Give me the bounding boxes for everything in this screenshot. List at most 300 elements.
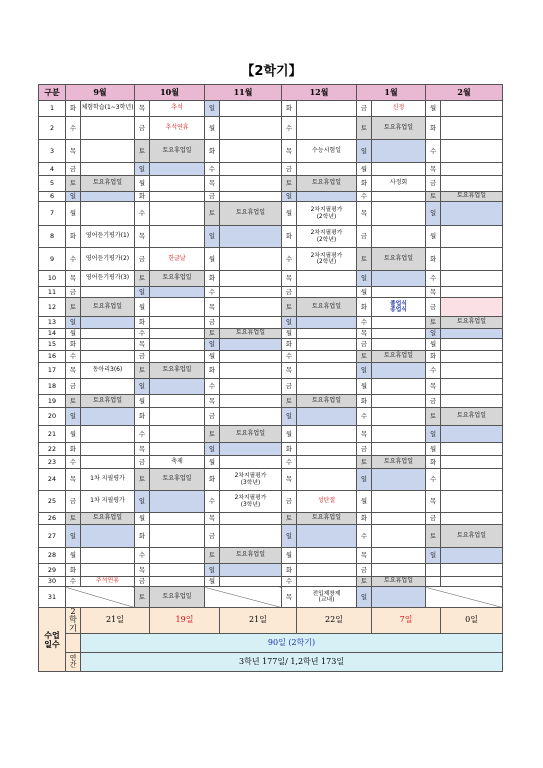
year-total-row [39,653,503,672]
day-row [39,140,503,163]
event-cell [150,317,205,329]
weekday-cell: 월 [205,577,220,587]
event-cell [372,329,426,339]
event-cell [150,226,205,248]
weekday-cell: 화 [426,456,441,469]
event-cell [372,469,426,491]
weekday-cell: 금 [282,287,297,298]
weekday-cell: 목 [205,176,220,192]
weekday-cell: 수 [282,117,297,140]
weekday-cell: 월 [66,202,81,226]
weekday-cell: 수 [135,329,150,339]
weekday-cell: 금 [135,351,150,363]
weekday-cell: 월 [426,443,441,456]
event-cell: 토요휴업일 [372,351,426,363]
day-number: 2 [39,117,66,140]
day-row [39,564,503,577]
weekday-cell: 금 [66,163,81,176]
weekday-cell: 수 [135,426,150,443]
day-number: 6 [39,192,66,202]
weekday-cell: 토 [282,513,297,525]
semester-sub-label [66,634,81,653]
event-cell [81,329,135,339]
empty-day-cell [426,587,503,608]
event-cell [297,339,357,351]
event-cell [81,339,135,351]
weekday-cell: 월 [282,426,297,443]
weekday-cell: 월 [357,287,372,298]
weekday-cell: 금 [66,287,81,298]
event-cell: 토요휴업일 [297,298,357,317]
weekday-cell: 목 [282,363,297,379]
day-number: 27 [39,525,66,548]
day-number: 25 [39,491,66,513]
weekday-cell: 금 [357,564,372,577]
event-cell [81,317,135,329]
event-cell: 전입제창제 (교내) [297,587,357,608]
day-row [39,513,503,525]
weekday-cell: 일 [205,339,220,351]
event-cell [441,395,503,408]
event-cell [150,408,205,426]
event-cell [150,163,205,176]
page-title: 【2학기】 [241,64,302,79]
weekday-cell: 수 [357,525,372,548]
weekday-cell: 금 [205,192,220,202]
event-cell [441,363,503,379]
weekday-cell: 화 [282,443,297,456]
day-row [39,395,503,408]
event-cell: 축제 [150,456,205,469]
weekday-cell: 목 [66,469,81,491]
weekday-cell: 토 [357,577,372,587]
event-cell [150,339,205,351]
weekday-cell: 화 [282,226,297,248]
month-days: 19일 [150,608,220,634]
day-row [39,329,503,339]
weekday-cell: 목 [205,395,220,408]
weekday-cell: 금 [205,408,220,426]
day-number: 15 [39,339,66,351]
event-cell [220,298,282,317]
event-cell [220,317,282,329]
weekday-cell: 화 [205,140,220,163]
day-row [39,271,503,287]
event-cell: 토요휴업일 [297,513,357,525]
event-cell [372,287,426,298]
event-cell: 토요휴업일 [220,202,282,226]
event-cell [297,469,357,491]
weekday-cell: 목 [66,140,81,163]
weekday-cell: 수 [205,491,220,513]
header-month: 1월 [357,85,426,101]
weekday-cell: 수 [426,271,441,287]
event-cell [372,395,426,408]
event-cell [81,456,135,469]
weekday-cell: 일 [282,192,297,202]
weekday-cell: 토 [135,469,150,491]
day-row [39,163,503,176]
event-cell [150,379,205,395]
event-cell [81,351,135,363]
event-cell [441,443,503,456]
day-number: 5 [39,176,66,192]
weekday-cell: 토 [426,525,441,548]
event-cell [220,271,282,287]
event-cell: 토요휴업일 [81,395,135,408]
weekday-cell: 수 [357,317,372,329]
day-number: 10 [39,271,66,287]
weekday-cell: 토 [205,548,220,564]
event-cell [150,329,205,339]
day-number: 13 [39,317,66,329]
day-row [39,339,503,351]
event-cell: 추석 [150,101,205,117]
day-number: 17 [39,363,66,379]
weekday-cell: 금 [357,226,372,248]
weekday-cell: 월 [426,226,441,248]
weekday-cell: 화 [426,117,441,140]
event-cell [81,426,135,443]
weekday-cell: 금 [135,117,150,140]
header-month: 11월 [205,85,282,101]
event-cell: 토요휴업일 [441,317,503,329]
day-row [39,456,503,469]
event-cell [81,117,135,140]
day-number: 28 [39,548,66,564]
event-cell [150,351,205,363]
event-cell [220,117,282,140]
weekday-cell: 토 [66,395,81,408]
event-cell: 토요휴업일 [150,469,205,491]
day-number: 16 [39,351,66,363]
event-cell [372,339,426,351]
event-cell [297,443,357,456]
month-days: 7일 [372,608,441,634]
weekday-cell: 목 [357,426,372,443]
weekday-cell: 수 [66,117,81,140]
weekday-cell: 화 [426,248,441,271]
event-cell [441,339,503,351]
weekday-cell: 화 [135,192,150,202]
day-number: 4 [39,163,66,176]
weekday-cell: 일 [357,271,372,287]
event-cell [297,329,357,339]
weekday-cell: 토 [426,317,441,329]
weekday-cell: 목 [66,271,81,287]
weekday-cell: 수 [66,248,81,271]
event-cell [297,163,357,176]
weekday-cell: 수 [426,140,441,163]
month-days: 21일 [81,608,150,634]
event-cell [372,202,426,226]
weekday-cell: 월 [426,101,441,117]
day-row [39,426,503,443]
weekday-cell: 금 [282,379,297,395]
weekday-cell: 토 [357,248,372,271]
event-cell [297,117,357,140]
event-cell [220,351,282,363]
weekday-cell: 월 [135,176,150,192]
header-month: 9월 [66,85,135,101]
event-cell [150,513,205,525]
weekday-cell: 월 [135,298,150,317]
weekday-cell: 수 [357,408,372,426]
event-cell: 토요휴업일 [297,176,357,192]
weekday-cell: 목 [282,271,297,287]
weekday-cell: 일 [426,202,441,226]
event-cell: 토요휴업일 [372,117,426,140]
event-cell [297,548,357,564]
event-cell: 2차지필평가 (2학년) [297,226,357,248]
weekday-cell: 화 [282,564,297,577]
semester-total-row [39,634,503,653]
weekday-cell: 화 [66,443,81,456]
event-cell [441,564,503,577]
semester-total: 90일 (2학기) [81,634,503,653]
weekday-cell: 일 [66,408,81,426]
event-cell: 추석연휴 [150,117,205,140]
day-number: 11 [39,287,66,298]
event-cell: 1차 지필평가 [81,469,135,491]
weekday-cell: 일 [426,548,441,564]
event-cell [150,577,205,587]
event-cell [372,317,426,329]
weekday-cell: 금 [426,395,441,408]
weekday-cell: 목 [426,287,441,298]
event-cell [150,564,205,577]
event-cell [150,426,205,443]
weekday-cell [426,577,441,587]
weekday-cell: 목 [426,163,441,176]
day-number: 20 [39,408,66,426]
event-cell [441,469,503,491]
header-month: 10월 [135,85,205,101]
weekday-cell: 화 [357,513,372,525]
month-days: 22일 [297,608,372,634]
weekday-cell: 일 [205,226,220,248]
month-days: 21일 [220,608,297,634]
weekday-cell: 월 [66,329,81,339]
event-cell: 수능시험일 [297,140,357,163]
day-row [39,298,503,317]
event-cell [81,287,135,298]
event-cell [81,202,135,226]
day-row [39,226,503,248]
weekday-cell: 화 [357,298,372,317]
weekday-cell: 금 [357,443,372,456]
event-cell [441,577,503,587]
event-cell: 토요휴업일 [441,408,503,426]
academic-calendar-table [38,84,503,672]
event-cell [441,101,503,117]
event-cell: 영어듣기평가(1) [81,226,135,248]
day-number: 12 [39,298,66,317]
event-cell [441,271,503,287]
weekday-cell: 수 [282,351,297,363]
day-number: 18 [39,379,66,395]
event-cell [297,192,357,202]
weekday-cell: 금 [66,491,81,513]
day-row [39,379,503,395]
weekday-cell: 월 [205,117,220,140]
day-row [39,351,503,363]
weekday-cell: 목 [282,140,297,163]
weekday-cell: 목 [135,101,150,117]
event-cell: 졸업식 종업식 [372,298,426,317]
event-cell [441,298,503,317]
event-cell: 토요휴업일 [81,513,135,525]
weekday-cell: 토 [426,192,441,202]
event-cell [81,408,135,426]
event-cell [441,351,503,363]
weekday-cell: 화 [135,408,150,426]
day-number: 30 [39,577,66,587]
day-number: 29 [39,564,66,577]
day-row [39,176,503,192]
event-cell [297,317,357,329]
weekday-cell: 화 [66,564,81,577]
event-cell [150,298,205,317]
weekday-cell: 일 [135,379,150,395]
event-cell: 토요휴업일 [220,426,282,443]
event-cell [220,248,282,271]
event-cell [220,226,282,248]
event-cell: 토요휴업일 [150,140,205,163]
weekday-cell: 화 [66,339,81,351]
event-cell [150,192,205,202]
year-label: 연 간 [66,653,81,672]
event-cell [297,101,357,117]
day-row [39,248,503,271]
event-cell [372,426,426,443]
event-cell: 토요휴업일 [297,395,357,408]
event-cell [220,408,282,426]
header-division: 구분 [39,85,66,101]
event-cell [150,525,205,548]
event-cell [81,548,135,564]
weekday-cell: 금 [282,491,297,513]
weekday-cell: 금 [357,339,372,351]
weekday-cell: 목 [357,202,372,226]
weekday-cell: 수 [66,351,81,363]
event-cell [220,525,282,548]
weekday-cell: 목 [66,363,81,379]
event-cell [372,548,426,564]
weekday-cell: 토 [135,587,150,608]
weekday-cell: 수 [135,202,150,226]
weekday-cell: 수 [282,248,297,271]
empty-day-cell [205,587,282,608]
weekday-cell: 월 [66,426,81,443]
weekday-cell: 토 [205,329,220,339]
weekday-cell: 토 [357,351,372,363]
day-row [39,491,503,513]
weekday-cell: 목 [282,469,297,491]
event-cell: 토요휴업일 [81,298,135,317]
event-cell: 토요휴업일 [150,363,205,379]
event-cell: 신정 [372,101,426,117]
weekday-cell: 일 [135,491,150,513]
weekday-cell: 토 [135,140,150,163]
weekday-cell: 금 [205,525,220,548]
event-cell: 2차지필평가 (3학년) [220,491,282,513]
weekday-cell: 월 [282,329,297,339]
weekday-cell: 금 [357,101,372,117]
event-cell [297,456,357,469]
weekday-cell: 금 [282,163,297,176]
day-row [39,317,503,329]
weekday-cell: 목 [205,298,220,317]
event-cell [297,577,357,587]
weekday-cell: 수 [282,456,297,469]
event-cell [372,226,426,248]
day-number: 9 [39,248,66,271]
weekday-cell: 화 [205,271,220,287]
weekday-cell: 화 [357,176,372,192]
weekday-cell: 목 [426,379,441,395]
weekday-cell: 화 [426,351,441,363]
class-days-label: 수업 일수 [39,608,66,672]
event-cell [220,363,282,379]
weekday-cell: 수 [205,379,220,395]
event-cell [297,287,357,298]
day-number: 3 [39,140,66,163]
weekday-cell: 화 [205,469,220,491]
event-cell [441,513,503,525]
weekday-cell: 화 [282,339,297,351]
weekday-cell: 월 [135,513,150,525]
weekday-cell: 월 [357,491,372,513]
event-cell: 토요휴업일 [220,548,282,564]
weekday-cell: 수 [282,577,297,587]
weekday-cell: 토 [357,117,372,140]
event-cell [220,176,282,192]
event-cell [372,443,426,456]
weekday-cell: 토 [66,298,81,317]
event-cell [150,202,205,226]
event-cell [220,577,282,587]
event-cell [372,140,426,163]
day-row [39,548,503,564]
weekday-cell: 목 [282,587,297,608]
event-cell [220,339,282,351]
weekday-cell: 토 [205,426,220,443]
event-cell: 2차지필평가 (2학년) [297,248,357,271]
empty-day-cell [66,587,135,608]
weekday-cell: 수 [135,548,150,564]
weekday-cell: 토 [66,513,81,525]
day-row [39,408,503,426]
event-cell: 토요휴업일 [372,577,426,587]
event-cell [297,426,357,443]
event-cell [220,564,282,577]
event-cell [372,363,426,379]
event-cell [441,456,503,469]
weekday-cell: 일 [66,525,81,548]
event-cell [441,329,503,339]
event-cell [372,379,426,395]
day-row [39,587,503,608]
weekday-cell: 토 [66,176,81,192]
event-cell [297,525,357,548]
event-cell [372,587,426,608]
event-cell: 추석연휴 [81,577,135,587]
weekday-cell: 수 [205,163,220,176]
event-cell: 토요휴업일 [441,525,503,548]
event-cell: 2차지필평가 (2학년) [297,202,357,226]
day-row [39,577,503,587]
